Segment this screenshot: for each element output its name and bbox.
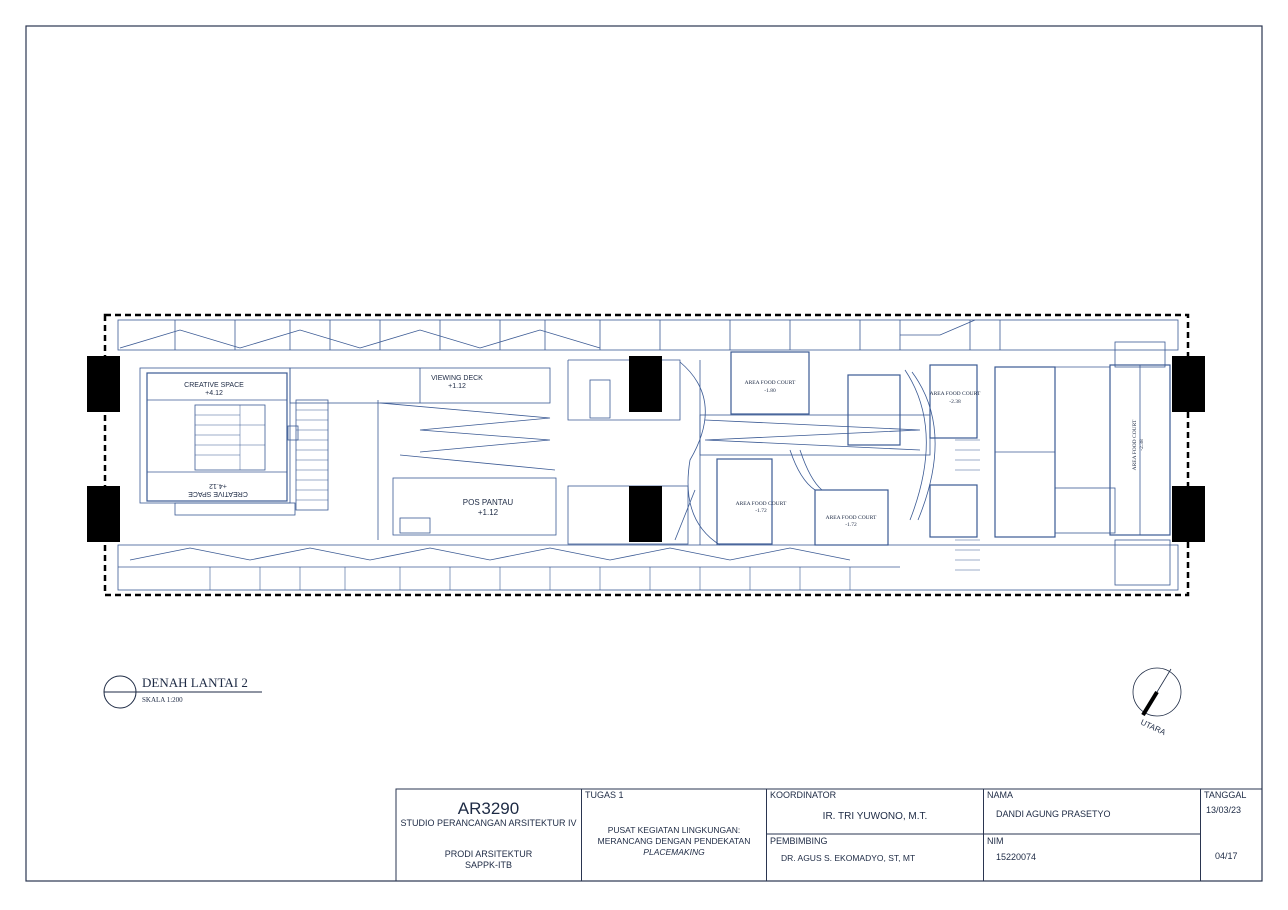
course-name: STUDIO PERANCANGAN ARSITEKTUR IV [400, 818, 577, 828]
program-name: PRODI ARSITEKTUR [444, 849, 533, 859]
room-label-food-court-3: AREA FOOD COURT [735, 501, 787, 507]
room-level-food-court-2: -2.38 [949, 399, 961, 405]
room-label-food-court-2: AREA FOOD COURT [929, 391, 981, 397]
room-labels [184, 375, 513, 517]
room-level-creative-space-2: +4.12 [209, 482, 227, 489]
room-level-viewing-deck: +1.12 [448, 383, 466, 390]
plan-scale: SKALA 1:200 [142, 696, 183, 704]
north-label: UTARA [1139, 717, 1168, 738]
plan-title: DENAH LANTAI 2 [142, 675, 248, 690]
titleblock-student [984, 789, 1201, 881]
sheet-number: 04/17 [1215, 851, 1238, 861]
room-level-pos-pantau: +1.12 [477, 508, 499, 517]
room-level-food-court-5: -2.38 [1139, 439, 1145, 451]
room-level-food-court-1: -1.80 [764, 388, 776, 394]
titleblock-course [396, 789, 582, 881]
nim-label: NIM [987, 836, 1004, 846]
room-level-food-court-4: -1.72 [845, 522, 857, 528]
room-label-food-court-5: AREA FOOD COURT [1132, 419, 1138, 471]
room-label-creative-space-1: CREATIVE SPACE [184, 382, 244, 389]
student-name: DANDI AGUNG PRASETYO [996, 809, 1111, 819]
advisor-label: PEMBIMBING [770, 836, 828, 846]
structural-columns [87, 356, 1205, 542]
date-label: TANGGAL [1204, 790, 1247, 800]
room-level-food-court-3: -1.72 [755, 508, 767, 514]
north-arrow [1133, 668, 1181, 716]
room-level-creative-space-1: +4.12 [205, 390, 223, 397]
task-line-2: MERANCANG DENGAN PENDEKATAN [597, 836, 751, 846]
titleblock-date [1201, 789, 1262, 881]
advisor-name: DR. AGUS S. EKOMADYO, ST, MT [781, 853, 916, 863]
room-label-food-court-4: AREA FOOD COURT [825, 515, 877, 521]
name-label: NAMA [987, 790, 1014, 800]
titleblock-staff [767, 789, 984, 881]
task-line-1: PUSAT KEGIATAN LINGKUNGAN: [607, 825, 741, 835]
date-value: 13/03/23 [1206, 805, 1242, 815]
room-label-food-court-1: AREA FOOD COURT [744, 380, 796, 386]
room-label-pos-pantau: POS PANTAU [462, 498, 514, 507]
coordinator-name: IR. TRI YUWONO, M.T. [822, 811, 928, 822]
sheet-frame [26, 26, 1262, 881]
nim-value: 15220074 [996, 852, 1037, 862]
course-code: AR3290 [457, 799, 520, 818]
room-label-creative-space-2: CREATIVE SPACE [188, 490, 248, 497]
coordinator-label: KOORDINATOR [770, 790, 837, 800]
task-label: TUGAS 1 [585, 790, 624, 800]
school-name: SAPPK-ITB [464, 860, 512, 870]
food-court-labels [736, 380, 1145, 528]
task-line-3: PLACEMAKING [643, 847, 705, 857]
room-label-viewing-deck: VIEWING DECK [431, 375, 483, 382]
titleblock-task [582, 789, 767, 881]
